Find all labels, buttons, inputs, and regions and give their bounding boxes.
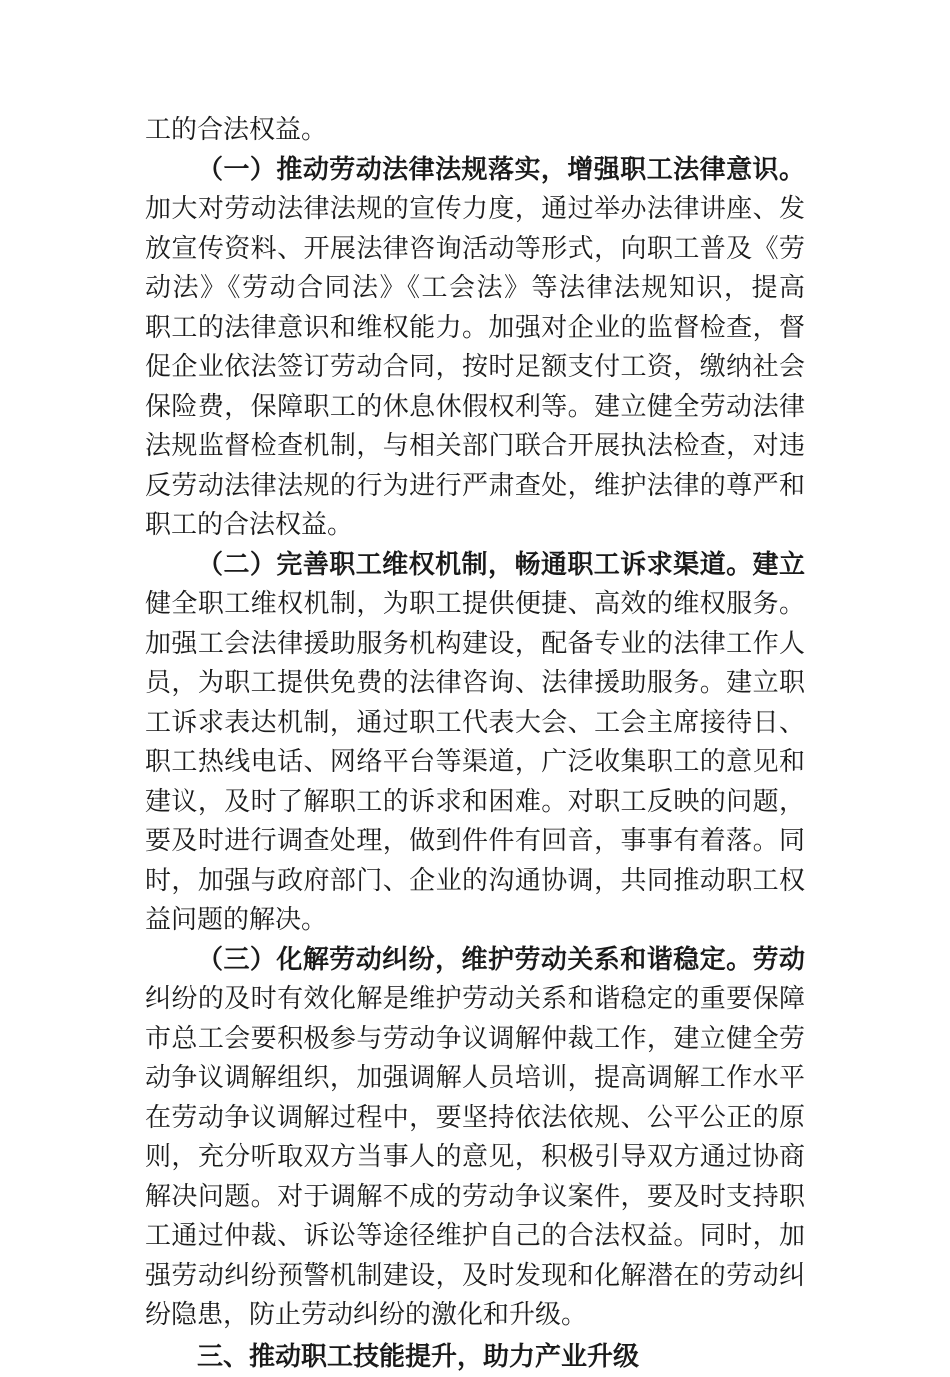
text-line: 纷隐患，防止劳动纠纷的激化和升级。 (145, 1300, 588, 1330)
text-line: 则，充分听取双方当事人的意见，积极引导双方通过协商 (145, 1142, 805, 1172)
text-line: 健全职工维权机制，为职工提供便捷、高效的维权服务。 (145, 589, 805, 619)
text-line: 强劳动纠纷预警机制建设，及时发现和化解潜在的劳动纠 (145, 1260, 805, 1291)
text-line: 职工的合法权益。 (145, 510, 354, 540)
chapter-heading: 三、推动职工技能提升，助力产业升级 (197, 1341, 640, 1372)
text-line: 放宣传资料、开展法律咨询活动等形式，向职工普及《劳 (145, 233, 805, 264)
text-line: 职工热线电话、网络平台等渠道，广泛收集职工的意见和 (145, 747, 805, 777)
text-line: 工的合法权益。 (145, 115, 328, 145)
text-line: 工通过仲裁、诉讼等途径维护自己的合法权益。同时，加 (145, 1221, 805, 1251)
text-line: 法规监督检查机制，与相关部门联合开展执法检查，对违 (145, 431, 805, 461)
text-line: 动争议调解组织，加强调解人员培训，提高调解工作水平 (145, 1063, 805, 1093)
section-title-1: （一）推动劳动法律法规落实，增强职工法律意识。 (197, 154, 805, 185)
text-line: 保险费，保障职工的休息休假权利等。建立健全劳动法律 (145, 391, 805, 422)
section-title-2: （二）完善职工维权机制，畅通职工诉求渠道。建立 (197, 549, 805, 580)
text-line: 促企业依法签订劳动合同，按时足额支付工资，缴纳社会 (145, 352, 805, 382)
text-line: 时，加强与政府部门、企业的沟通协调，共同推动职工权 (145, 865, 805, 896)
text-line: 加强工会法律援助服务机构建设，配备专业的法律工作人 (145, 628, 805, 659)
text-line: 工诉求表达机制，通过职工代表大会、工会主席接待日、 (145, 707, 805, 738)
text-line: 解决问题。对于调解不成的劳动争议案件，要及时支持职 (145, 1181, 805, 1212)
text-line: 员，为职工提供免费的法律咨询、法律援助服务。建立职 (145, 668, 805, 698)
text-line: 益问题的解决。 (145, 905, 328, 935)
section-title-3: （三）化解劳动纠纷，维护劳动关系和谐稳定。劳动 (197, 944, 805, 975)
text-line: 反劳动法律法规的行为进行严肃查处，维护法律的尊严和 (145, 470, 805, 501)
text-line: 建议，及时了解职工的诉求和困难。对职工反映的问题， (145, 786, 805, 817)
text-line: 在劳动争议调解过程中，要坚持依法依规、公平公正的原 (145, 1102, 805, 1133)
text-line: 纠纷的及时有效化解是维护劳动关系和谐稳定的重要保障 (145, 984, 805, 1014)
text-line: 市总工会要积极参与劳动争议调解仲裁工作，建立健全劳 (145, 1023, 805, 1054)
text-line: 职工的法律意识和维权能力。加强对企业的监督检查，督 (145, 312, 805, 343)
text-line: 动法》《劳动合同法》《工会法》等法律法规知识，提高 (145, 273, 805, 303)
text-line: 要及时进行调查处理，做到件件有回音，事事有着落。同 (145, 826, 805, 856)
text-line: 加大对劳动法律法规的宣传力度，通过举办法律讲座、发 (145, 194, 805, 224)
